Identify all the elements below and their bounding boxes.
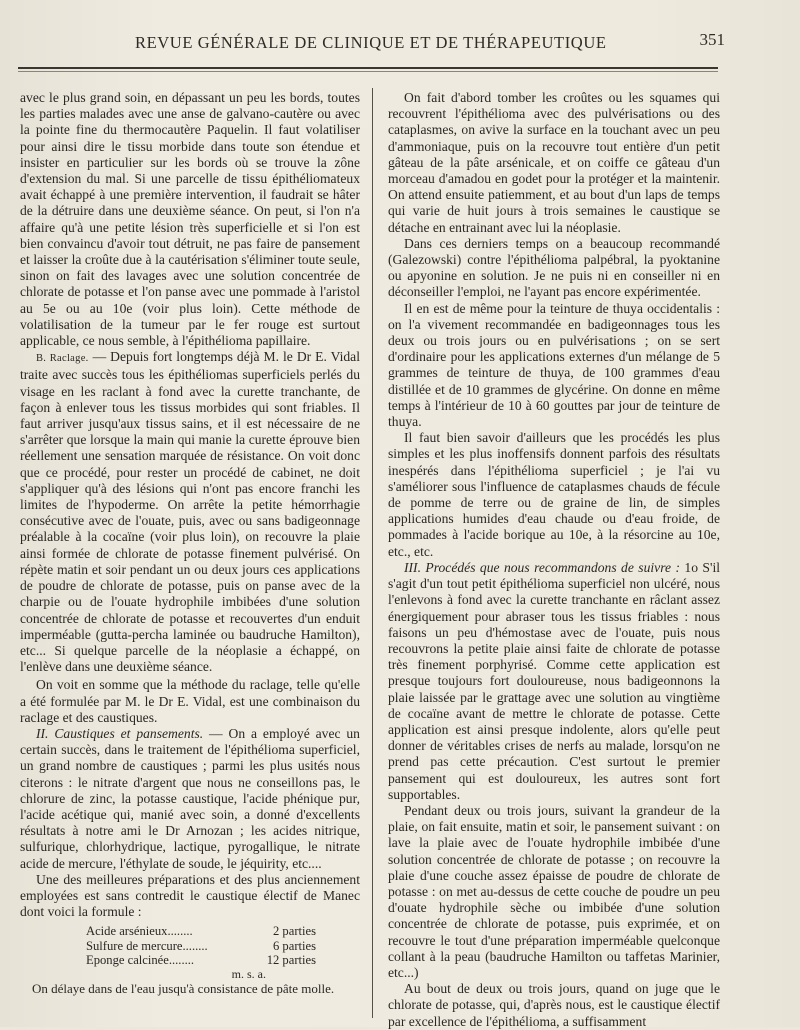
page-number: 351 [699, 30, 725, 49]
formula-ingredient: Eponge calcinée........ [86, 952, 195, 967]
section-heading: B. Raclage. [36, 353, 89, 365]
paragraph: Il faut bien savoir d'ailleurs que les procédés les plus simples et les plus inoffensifs donnent parfois des résultats inespérés dans l'épithélioma superficiel ; je l'ai vu s'améliorer sous l'influence de cataplasmes chauds de fécule de pomme de terre ou de graine de lin, de simples applications humides d'eau chaude ou d'eau froide, de pommades à l'acide borique au 10e, à la résorcine au 10e, etc., etc. [388, 430, 720, 559]
paragraph: Dans ces derniers temps on a beaucoup recommandé (Galezowski) contre l'épithélioma palpébral, la pyoktanine ou apyonine en solution. Je ne puis ni en conseiller ni en déconseiller l'emploi, ne l'ayant pas encore expérimentée. [388, 235, 720, 300]
formula-quantity: 12 parties [266, 952, 316, 967]
paragraph: Il en est de même pour la teinture de thuya occidentalis : on l'a vivement recommandée en badigeonnages tous les deux ou trois jours ou en pulvérisations ; on se sert d'ordinaire pour les applications externes d'un mélange de 5 grammes de teinture de thuya, de 100 grammes d'eau distillée et de 10 grammes de glycérine. On donne en même temps à l'intérieur de 10 à 60 gouttes par jour de teinture de thuya. [388, 300, 720, 430]
header-rule-thin [18, 71, 718, 72]
header-rule [18, 67, 718, 69]
paragraph-raclage [20, 349, 360, 675]
paragraph-text: — Depuis fort longtemps déjà M. le Dr E. Vidal traite avec succès tous les épithéliomas superficiels perlés du visage en les raclant à fond avec la curette tranchante, de façon à enlever tous les tissus morbides qui sont friables. Il faut arriver jusqu'aux tissus sains, et il est nécessaire de ne s'arrêter que lorsque la main qui manie la curette éprouve bien réellement une sensation marquée de résistance. On voit donc que ce procédé, pour rester un procédé de cabinet, ne doit s'appliquer qu'à des lésions qui n'ont pas encore franchi les limites de l'hypoderme. On arrête la petite hémorrhagie consécutive avec de l'ouate, puis, avec ou sans badigeonnage préalable à la cocaïne (voir plus loin), on recouvre la plaie ainsi formée de chlorate de potasse finement pulvérisé. On répète matin et soir pendant un ou deux jours ces applications de poudre de chlorate de potasse, puis on panse avec de la charpie ou de l'ouate hydrophile imbibées d'une solution concentrée de chlorate de potasse et recouvertes d'un enduit imperméable (gutta-percha laminée ou baudruche Hamilton), etc... Si quelque parcelle de la néoplasie a échappé, on l'enlève dans une deuxième séance. [20, 349, 360, 675]
paragraph: Une des meilleures préparations et des plus anciennement employées est sans contredit le caustique électif de Manec dont voici la formule : [20, 871, 360, 920]
formula-row [86, 939, 316, 953]
journal-title: REVUE GÉNÉRALE DE CLINIQUE ET DE THÉRAPEUTIQUE [135, 33, 607, 52]
left-column [20, 90, 360, 997]
running-head [125, 30, 725, 57]
formula-instruction: m. s. a. [231, 966, 266, 981]
paragraph: avec le plus grand soin, en dépassant un peu les bords, toutes les parties malades avec une anse de galvano-cautère ou avec la pointe fine du thermocautère Paquelin. Il faut volatiliser pour ainsi dire le tissu morbide dans toute son étendue et insister en particulier sur les bords où se trouve la zône d'extension du mal. Si une parcelle de tissu épithéliomateux avait échappé à une première intervention, il faudrait se hâter de la détruire dans une deuxième séance. On peut, si l'on n'a affaire qu'à une petite lésion très superficielle et si l'on est bien convaincu d'avoir tout détruit, ne pas faire de pansement et laisser la croûte due à la cautérisation s'éliminer toute seule, sinon on fait des lavages avec une solution concentrée de chlorate de potasse et l'on panse avec une pommade à l'aristol au 5e ou au 10e (voir plus loin). Cette méthode de volatilisation de la tumeur par le fer rouge est surtout applicable, ce nous semble, à l'épithélioma papillaire. [20, 90, 360, 349]
paragraph: Au bout de deux ou trois jours, quand on juge que le chlorate de potasse, qui, d'après nous, est le caustique électif par excellence de l'épithélioma, a suffisamment [388, 981, 720, 1029]
formula-quantity: 2 parties [272, 924, 316, 939]
paragraph: On voit en somme que la méthode du raclage, telle qu'elle a été formulée par M. le Dr E. Vidal, est une combinaison du raclage et des caustiques. [20, 677, 360, 725]
paragraph-caustiques [20, 726, 360, 872]
column-divider [372, 88, 373, 1018]
formula-ingredient: Acide arsénieux........ [86, 924, 193, 939]
formula-row [86, 953, 316, 967]
paragraph: On fait d'abord tomber les croûtes ou les squames qui recouvrent l'épithélioma avec des pulvérisations ou des cataplasmes, on avive la surface en la touchant avec un peu d'ammoniaque, puis on la recouvre tout entière d'un petit gâteau de la pâte arsénicale, et on coiffe ce gâteau d'un morceau d'amadou en godet pour la protéger et la maintenir. On attend ensuite patiemment, et au bout d'un laps de temps qui varie de huit jours à trois semaines le caustique se détache en entrainant avec lui la néoplasie. [388, 90, 720, 235]
formula-note: On délaye dans de l'eau jusqu'à consistance de pâte molle. [32, 981, 335, 997]
section-heading: III. Procédés que nous recommandons de suivre : [404, 559, 680, 575]
paragraph-text: — On a employé avec un certain succès, dans le traitement de l'épithélioma superficiel, un grand nombre de caustiques ; parmi les plus usités nous citerons : le nitrate d'argent que nous ne conseillons pas, le chlorure de zinc, la potasse caustique, l'acide phénique pur, l'acide acétique qui, manié avec soin, a donné d'excellents résultats à notre ami le Dr Arnozan ; les acides nitrique, sulfurique, chlorhydrique, lactique, pyrogallique, le nitrate acide de mercure, l'éthylate de soude, le jéquirity, etc.... [20, 725, 360, 871]
formula-row [86, 924, 316, 938]
formula-quantity: 6 parties [272, 938, 316, 953]
section-heading: II. Caustiques et pansements. [36, 725, 204, 741]
paragraph: Pendant deux ou trois jours, suivant la grandeur de la plaie, on fait ensuite, matin et soir, le pansement suivant : on lave la plaie avec de l'ouate hydrophile imbibée d'une solution concentrée de chlorate de potasse ; on recouvre la plaie d'une couche assez épaisse de poudre de chlorate de potasse : on met au-dessus de cette couche de poudre un peu d'ouate hydrophile sèche ou imbibée d'une solution concentrée de chlorate de potasse, puis exprimée, et on recouvre le tout d'une préparation imperméable quelconque collant à la peau (baudruche Hamilton ou taffetas Marinier, etc...) [388, 802, 720, 980]
paragraph-procedes [388, 560, 720, 803]
formula-ingredient: Sulfure de mercure........ [86, 938, 208, 953]
paragraph-text: 1o S'il s'agit d'un tout petit épithélioma superficiel non ulcéré, nous l'enlevons à fond avec la curette tranchante en râclant assez énergiquement pour abraser tous les tissus friables : nous faisons un peu d'hémostase avec de l'ouate, puis nous recouvrons la petite plaie ainsi faite de chlorate de potasse très finement porphyrisé. Comme cette application est presque toujours fort douloureuse, nous badigeonnons la plaie laissée par le grattage avec une solution au vingtième de cocaïne avant de mettre le chlorate de potasse. Cette application est ainsi presque indolente, alors qu'elle peut donner de véritables crises de nerfs au malade, lorsqu'on ne prend pas cette précaution. C'est surtout le premier pansement qui est douloureux, les autres sont fort supportables. [388, 559, 720, 802]
formula-table [86, 924, 316, 981]
right-column [388, 90, 720, 1030]
